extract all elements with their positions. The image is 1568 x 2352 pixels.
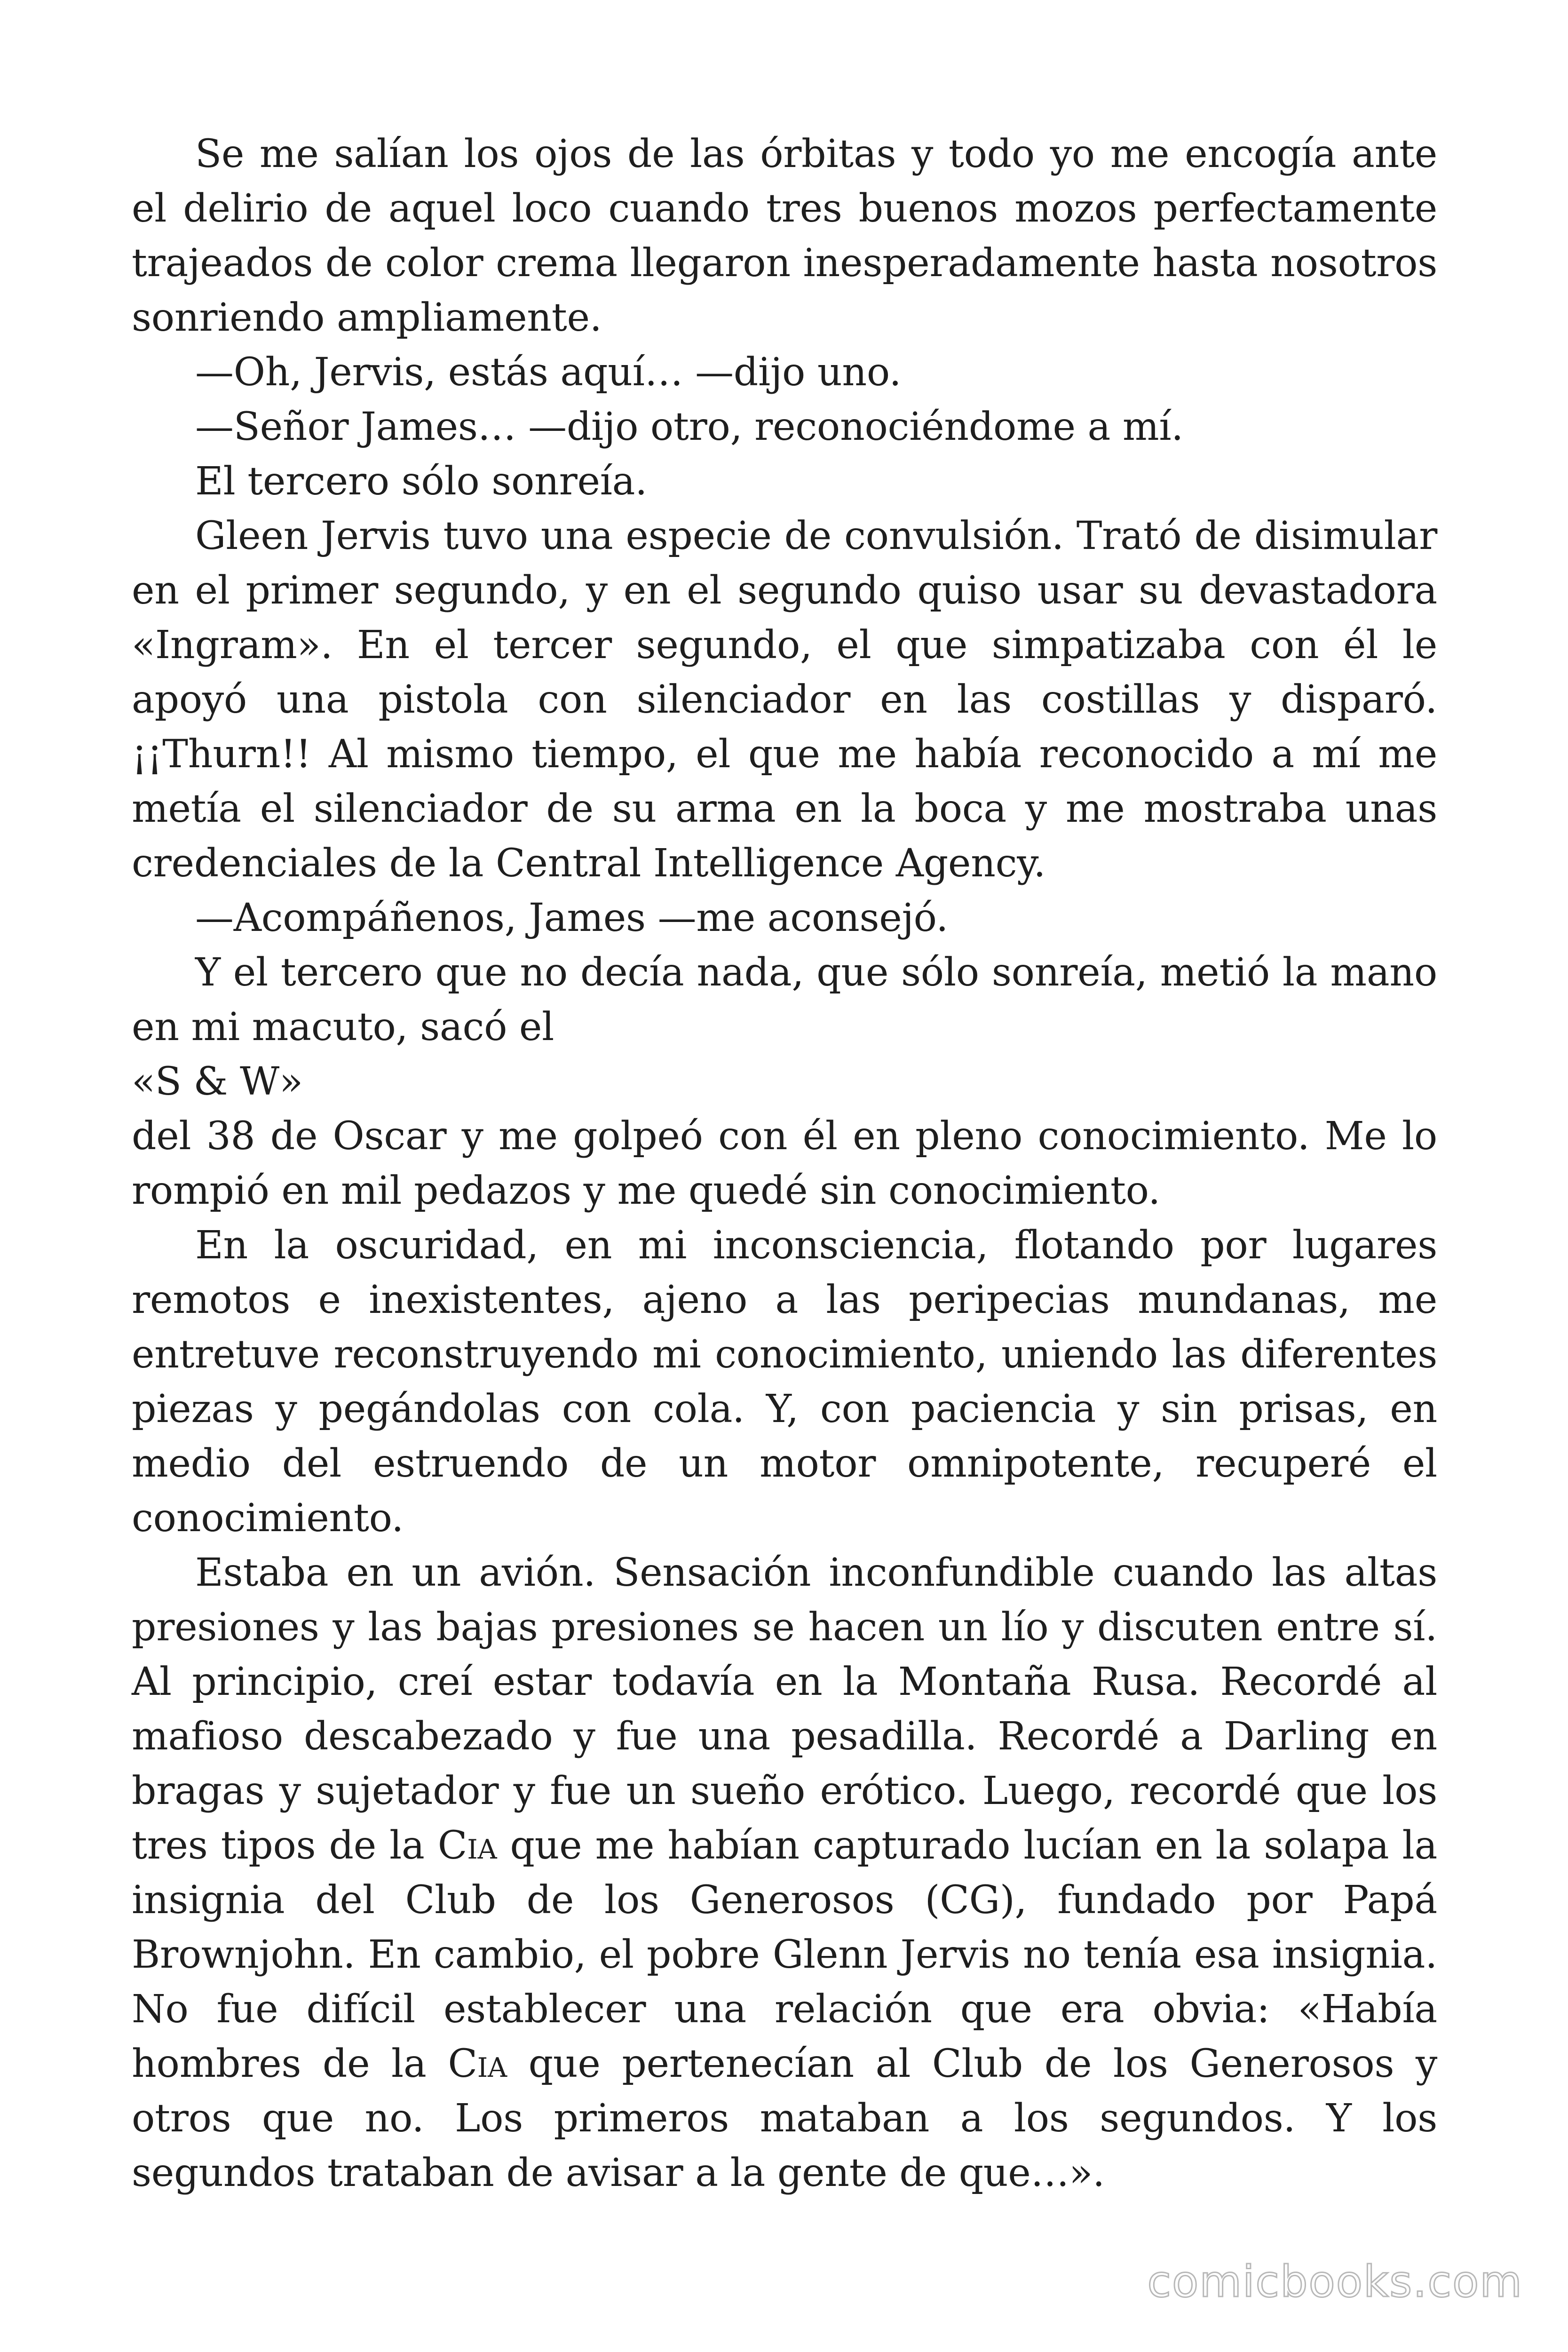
acronym: Cia — [437, 1823, 497, 1868]
paragraph: Y el tercero que no decía nada, que sólo sonreía, metió la mano en mi macuto, sacó el — [132, 950, 1437, 1049]
dialogue-line: —Señor James… —dijo otro, reconociéndome a mí. — [195, 405, 1184, 449]
paragraph-part: que pertenecían al Club de los Generosos y otros que no. Los primeros mataban a los segundos. Y los segundos trataban de avisar a la gente de que…». — [132, 2042, 1438, 2195]
paragraph-part: que me habían capturado lucían en la solapa la insignia del Club de los Generosos (CG), fundado por Papá Brownjohn. En cambio, el pobre Glenn Jervis no tenía esa insignia. No fue difícil establecer una relación que era obvia: «Había hombres de la — [132, 1823, 1438, 2086]
watermark: comicbooks.com — [1147, 2257, 1523, 2307]
paragraph: del 38 de Oscar y me golpeó con él en pleno conocimiento. Me lo rompió en mil pedazos y me quedé sin conocimiento. — [132, 1114, 1437, 1213]
paragraph: En la oscuridad, en mi inconsciencia, flotando por lugares remotos e inexistentes, ajeno a las peripecias mundanas, me entretuve reconstruyendo mi conocimiento, uniendo las diferentes piezas y pegándolas con cola. Y, con paciencia y sin prisas, en medio del estruendo de un motor omnipotente, recuperé el conocimiento. — [132, 1223, 1437, 1541]
paragraph — [132, 1546, 1437, 2201]
inline-title: «S & W» — [132, 1059, 303, 1104]
paragraph: Se me salían los ojos de las órbitas y todo yo me encogía ante el delirio de aquel loco cuando tres buenos mozos perfectamente trajeados de color crema llegaron inesperadamente hasta nosotros sonriendo ampliamente. — [132, 132, 1437, 340]
dialogue-line: —Oh, Jervis, estás aquí… —dijo uno. — [195, 350, 902, 395]
paragraph-part: Estaba en un avión. Sensación inconfundible cuando las altas presiones y las bajas presiones se hacen un lío y discuten entre sí. Al principio, creí estar todavía en la Montaña Rusa. Recordé al mafioso descabezado y fue una pesadilla. Recordé a Darling en bragas y sujetador y fue un sueño erótico. Luego, recordé que los tres tipos de la — [132, 1550, 1437, 1868]
acronym: Cia — [448, 2042, 507, 2086]
paragraph: El tercero sólo sonreía. — [195, 459, 647, 504]
paragraph: Gleen Jervis tuvo una especie de convulsión. Trató de disimular en el primer segundo, y en el segundo quiso usar su devastadora «Ingram». En el tercer segundo, el que simpatizaba con él le apoyó una pistola con silenciador en las costillas y disparó. ¡¡Thurn!! Al mismo tiempo, el que me había reconocido a mí me metía el silenciador de su arma en la boca y me mostraba unas credenciales de la Central Intelligence Agency. — [132, 514, 1437, 886]
dialogue-line: —Acompáñenos, James —me aconsejó. — [195, 896, 949, 940]
page-text — [132, 127, 1437, 2201]
